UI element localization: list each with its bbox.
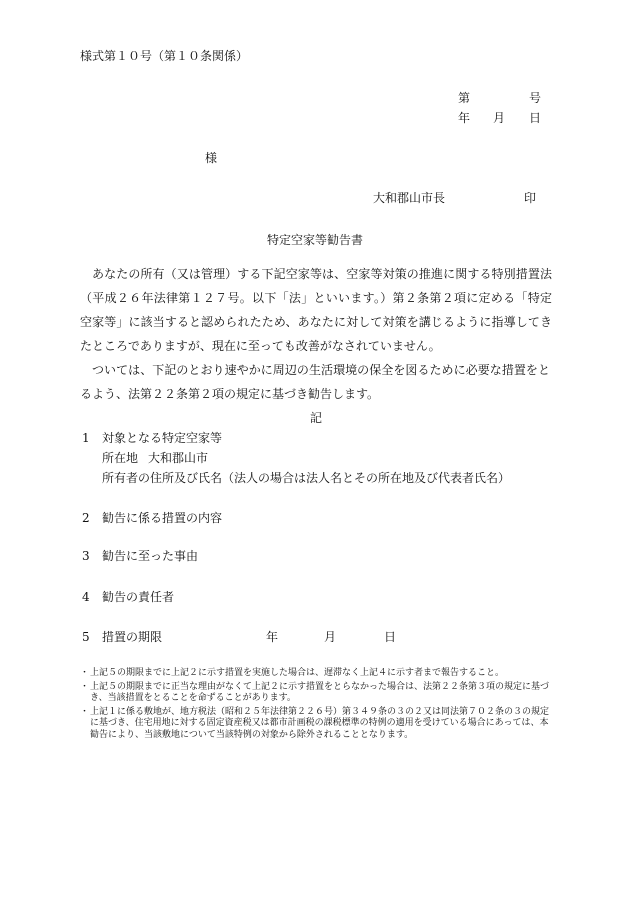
item-5-day: 日 [384,630,397,644]
note-bullet: ・ [80,668,90,678]
note-3 [80,707,555,742]
doc-number-suffix: 号 [529,91,542,105]
note-1 [80,668,555,680]
item-1-label: 対象となる特定空家等 [102,431,223,445]
date-month: 月 [493,111,506,125]
notes-section [80,668,555,742]
item-5-label: 措置の期限 [102,630,163,644]
addressee-suffix: 様 [205,151,218,165]
note-bullet: ・ [80,706,90,717]
item-4-number: 4 [82,590,90,604]
issuer-name: 大和郡山市長 [373,191,446,205]
item-2-label: 勧告に係る措置の内容 [102,511,223,525]
item-5-month: 月 [324,630,337,644]
note-bullet: ・ [80,681,90,692]
date-year: 年 [458,111,471,125]
item-1-location-value: 大和郡山市 [148,451,209,465]
document-title: 特定空家等勧告書 [267,233,364,247]
item-5-number: 5 [82,630,90,644]
doc-number-prefix: 第 [458,91,471,105]
body-paragraph-1: あなたの所有（又は管理）する下記空家等は、空家等対策の推進に関する特別措置法（平成２６年法律第１２７号。以下「法」といいます。）第２条第２項に定める「特定空家等」に該当すると認められたため、あなたに対して対策を講じるように指導してきたところでありますが、現在に至っても改善がなされていません。 [80,267,552,353]
item-1-location-label: 所在地 [102,451,139,465]
item-1-number: 1 [82,431,90,445]
date-day: 日 [529,111,542,125]
note-2-text: 上記５の期限までに正当な理由がなくて上記２に示す措置をとらなかった場合は、法第２２条第３項の規定に基づき、当該措置をとることを命ずることがあります。 [90,681,550,704]
item-1-owner-label: 所有者の住所及び氏名（法人の場合は法人名とその所在地及び代表者氏名） [102,471,511,485]
item-2-number: 2 [82,511,90,525]
note-2 [80,682,555,705]
item-5-year: 年 [266,630,279,644]
body-paragraph-2: ついては、下記のとおり速やかに周辺の生活環境の保全を図るために必要な措置をとるよう、法第２２条第２項の規定に基づき勧告します。 [80,363,550,401]
item-3-label: 勧告に至った事由 [102,549,199,563]
note-1-text: 上記５の期限までに上記２に示す措置を実施した場合は、遅滞なく上記４に示す者まで報告すること。 [90,668,505,678]
item-3-number: 3 [82,549,90,563]
seal-mark: 印 [524,191,537,205]
form-number: 様式第１０号（第１０条関係） [80,49,249,63]
ki-heading: 記 [310,411,323,425]
item-4-label: 勧告の責任者 [102,590,175,604]
note-3-text: 上記１に係る敷地が、地方税法（昭和２５年法律第２２６号）第３４９条の３の２又は同法第７０２条の３の規定に基づき、住宅用地に対する固定資産税又は都市計画税の課税標準の特例の適用を受けている場合にあっては、本勧告により、当該敷地について当該特例の対象から除外されることとなります。 [90,706,550,740]
